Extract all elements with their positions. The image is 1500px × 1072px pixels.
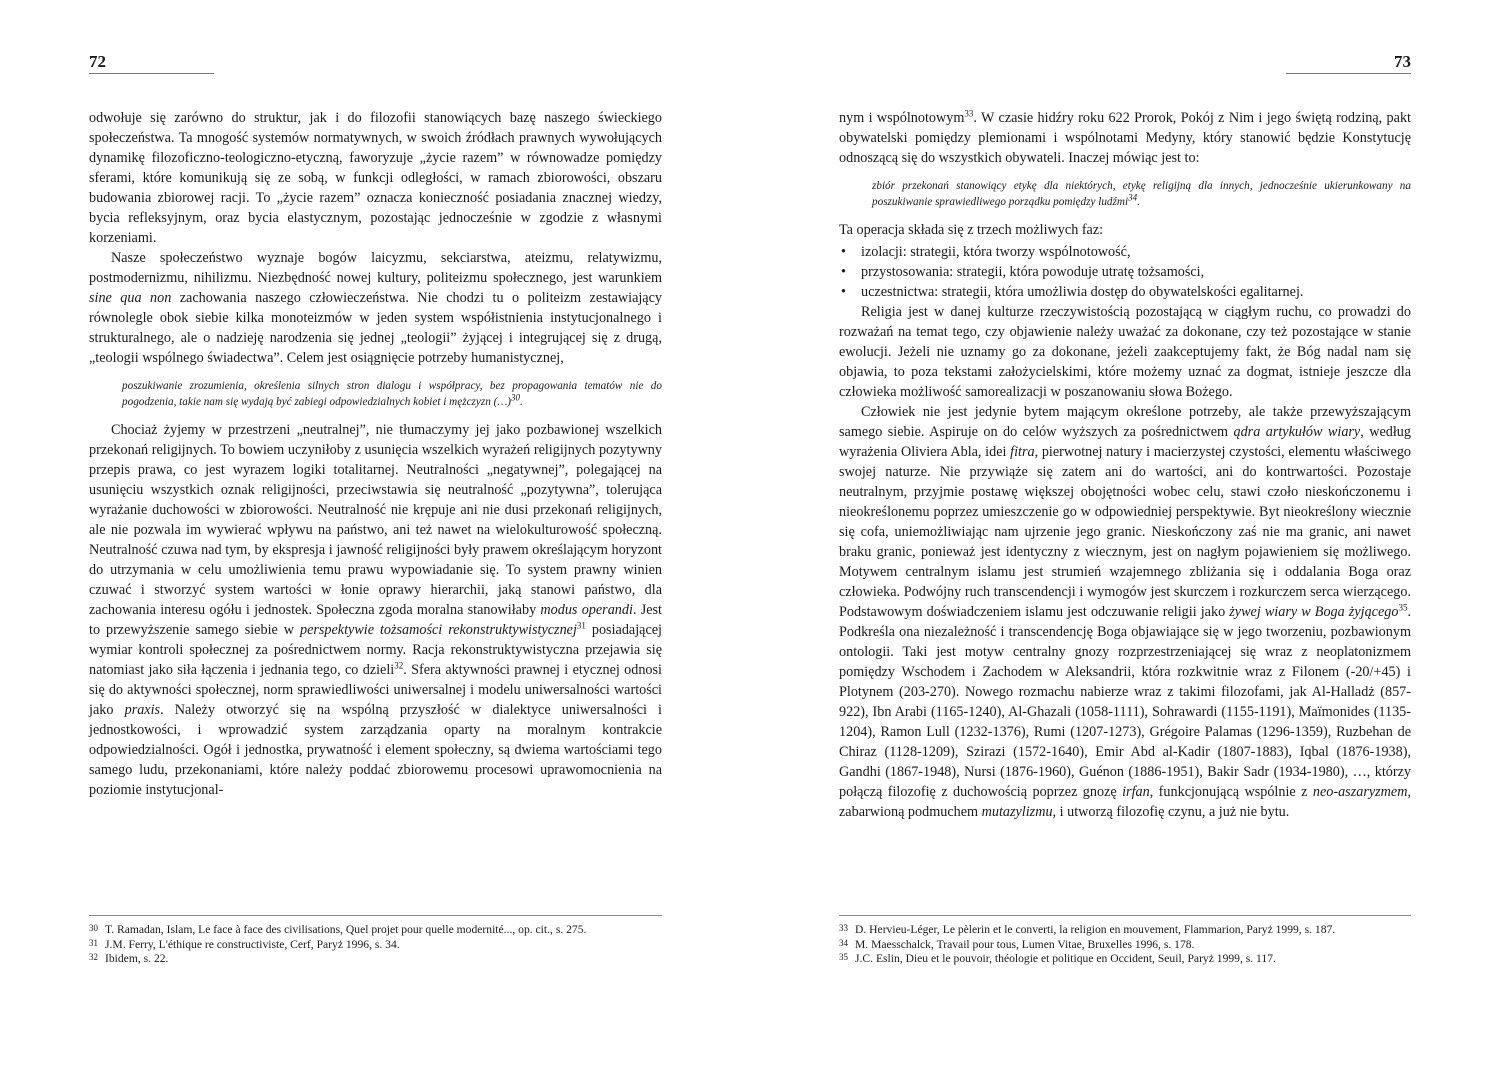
footnote: 32 Ibidem, s. 22. (89, 952, 169, 965)
header-rule (89, 73, 214, 74)
footnote-rule (89, 915, 662, 916)
block-quote: zbiór przekonań stanowiący etykę dla niektórych, etykę religijną dla innych, jednocześnie ukierunkowany na poszukiwanie sprawiedliwego porządku pomiędzy ludźmi$^{34}$. (872, 180, 1411, 208)
paragraph: odwołuje się zarówno do struktur, jak i do filozofii stanowiących bazę naszego świeckiego społeczeństwa. Ta mnogość systemów normatywnych, w swoich źródłach prawnych wywołujących dynamikę filozoficzno-teologiczno-etyczną, faworyzuje „życie razem” w równowadze pomiędzy sferami, które komunikują się ze sobą, w funkcji odległości, w ramach zbiorowości, obszaru budowania zbiorowej racji. To „życie razem” oznacza konieczność posiadania znacznej wiedzy, bycia refleksyjnym, oraz bycia elastycznym, pozostając jednocześnie w zgodzie z własnymi korzeniami. (89, 110, 662, 246)
footnote: 35 J.C. Eslin, Dieu et le pouvoir, théologie et politique en Occident, Seuil, Paryż 1999, s. 117. (839, 952, 1276, 965)
footnote: 33 D. Hervieu-Léger, Le pèlerin et le converti, la religion en mouvement, Flammarion, Paryż 1999, s. 187. (839, 923, 1336, 936)
footnotes (839, 923, 1411, 967)
list-item: • uczestnictwa: strategii, która umożliwia dostęp do obywatelskości egalitarnej. (839, 282, 1411, 302)
paragraph: Ta operacja składa się z trzech możliwych faz: (839, 222, 1104, 238)
page-number: 72 (89, 52, 106, 71)
footnote-rule (839, 915, 1411, 916)
footnote: 30 T. Ramadan, Islam, Le face à face des civilisations, Quel projet pour quelle modernité..., op. cit., s. 275. (89, 923, 587, 936)
footnote: 31 J.M. Ferry, L'éthique re constructiviste, Cerf, Paryż 1996, s. 34. (89, 937, 400, 951)
paragraph: Religia jest w danej kulturze rzeczywistością pozostającą w ciągłym ruchu, co prowadzi do rozważań na temat tego, czy objawienie należy uważać za dokonane, czy też pozostające w stanie ewolucji. Jeżeli nie uznamy go za dokonane, jeżeli zaakceptujemy fakt, że Bóg nadal nam się objawia, to poza tekstami założycielskimi, które możemy uznać za dogmat, istnieje jeszcze dla człowieka możliwość samorealizacji w poszanowaniu słowa Bożego. (839, 304, 1411, 400)
paragraph: Chociaż żyjemy w przestrzeni „neutralnej”, nie tłumaczymy jej jako pozbawionej wszelkich przekonań religijnych. To bowiem uczyniłoby z usunięcia wszelkich wyrażeń religijnych pozytywny przepis prawa, co jest wyrazem logiki totalitarnej. Neutralności „negatywnej”, polegającej na usunięciu wszystkich oznak religijności, przeciwstawia się neutralność „pozytywna”, tolerująca wyrażanie duchowości w zbiorowości. Neutralność nie krępuje ani nie dusi przekonań religijnych, ale nie pozwala im wywierać wpływu na państwo, ani też nawet na wielokulturowość społeczną. Neutralność czuwa nad tym, by ekspresja i jawność religijności były prawem określającym horyzont do utrzymania w celu umożliwienia temu prawu wypowiadanie się. To system prawny winien czuwać i stworzyć system wartości w łonie oprawy hierarchii, jaką stanowi państwo, dla zachowania interesu ogółu i jednostek. Społeczna zgoda moralna stanowiłaby modus operandi. Jest to przewyższenie samego siebie w perspektywie tożsamości rekonstruktywistycznej$^{31}$ posiadającej wymiar kontroli społecznej za pośrednictwem normy. Racja rekonstruktywistyczna przejawia się natomiast jako siła łączenia i jednania tego, co dzieli$^{32}$. Sfera aktywności prawnej i etycznej odnosi się do aktywności społecznej, norm sprawiedliwości uniwersalnej i modelu uniwersalności wartości jako praxis. Należy otworzyć się na wspólną przyszłość w dialektyce uniwersalności i jednostkowości, i wprowadzić system zarządzania oparty na moralnym kontrakcie odpowiedzialności. Ogół i jednostka, prywatność i element społeczny, są dwiema wartościami tego samego ludu, przekonaniami, które należy poddać zbiorowemu procesowi uprawomocnienia na poziomie instytucjonal- (89, 422, 662, 798)
right-page (750, 0, 1500, 1072)
list-item: • izolacji: strategii, która tworzy wspólnotowość, (839, 242, 1411, 262)
footnotes (89, 923, 662, 967)
paragraph: Człowiek nie jest jedynie bytem mającym określone potrzeby, ale także przewyższającym samego siebie. Aspiruje on do celów wyższych za pośrednictwem ądra artykułów wiary, według wyrażenia Oliviera Abla, idei fitra, pierwotnej natury i macierzystej czystości, elementu właściwego swojej naturze. Nie przywiąże się zatem ani do wartości, ani do kontrwartości. Pozostaje neutralnym, przyjmie postawę większej obojętności wobec celu, stawi czoło nieskończonemu i nieokreślonemu poprzez umieszczenie go w odpowiedniej perspektywie. Byt nieokreślony wiecznie się cofa, uniemożliwiając nam ujrzenie jego granic. Nieskończony zaś nie ma granic, ani nawet braku granic, ponieważ jest identyczny z wiecznym, jest on nagłym pojawieniem się możliwego. Motywem centralnym islamu jest strumień wzajemnego zbliżania się i oddalania Boga oraz człowieka. Podwójny ruch transcendencji i wymogów jest skurczem i rozkurczem serca wierzącego. Podstawowym doświadczeniem islamu jest odczuwanie religii jako żywej wiary w Boga żyjącego$^{35}$. Podkreśla ona niezależność i transcendencję Boga objawiające się w jego tworzeniu, pozbawionym ontologii. Taki jest motyw centralny gnozy rozprzestrzeniającej się wraz z neoplatonizmem pomiędzy Wschodem i Zachodem w Aleksandrii, która rozkwitnie wraz z Filonem (-20/+45) i Plotynem (203-270). Nowego rozmachu nabierze wraz z takimi filozofami, jak Al-Halladż (857-922), Ibn Arabi (1165-1240), Al-Ghazali (1058-1111), Sohrawardi (1155-1191), Maïmonides (1135-1204), Ramon Lull (1232-1376), Rumi (1207-1273), Grégoire Palamas (1296-1359), Ruzbehan de Chiraz (1128-1209), Szirazi (1572-1640), Emir Abd al-Kadir (1807-1883), Iqbal (1876-1938), Gandhi (1867-1948), Nursi (1876-1960), Guénon (1886-1951), Bakir Sadr (1934-1980), …, którzy połączą filozofię z duchowością poprzez gnozę irfan, funkcjonującą wspólnie z neo-aszaryzmem, zabarwioną podmuchem mutazylizmu, i utworzą filozofię czynu, a już nie bytu. (839, 404, 1412, 820)
footnote: 34 M. Maesschalck, Travail pour tous, Lumen Vitae, Bruxelles 1996, s. 178. (839, 937, 1195, 951)
block-quote: poszukiwanie zrozumienia, określenia silnych stron dialogu i współpracy, bez propagowania tematów nie do pogodzenia, takie nam się wydają być zabiegi odpowiedzialnych kobiet i mężczyzn (…)$^{30}$. (122, 380, 662, 408)
body-text (89, 108, 662, 800)
header-rule (1286, 73, 1411, 74)
paragraph: Nasze społeczeństwo wyznaje bogów laicyzmu, sekciarstwa, ateizmu, relatywizmu, postmodernizmu, nihilizmu. Niezbędność nowej kultury, politeizmu społecznego, jest warunkiem sine qua non zachowania naszego człowieczeństwa. Nie chodzi tu o politeizm zestawiający równolegle obok siebie kilka monoteizmów w jeden system współistnienia instytucjonalnego i strukturalnego, ale o nadzieję narodzenia się jednej „teologii” żyjącej i integrującej się z drugą, „teologii wspólnego świadectwa”. Celem jest osiągnięcie potrzeby humanistycznej, (89, 250, 662, 366)
list-item: • przystosowania: strategii, która powoduje utratę tożsamości, (839, 262, 1411, 282)
paragraph: nym i wspólnotowym$^{33}$. W czasie hidźry roku 622 Prorok, Pokój z Nim i jego świętą rodziną, pakt obywatelski pomiędzy plemionami i wspólnotami Medyny, który stanowić będzie Konstytucję odnoszącą się do wszystkich obywateli. Inaczej mówiąc jest to: (839, 108, 1411, 166)
body-text (839, 108, 1411, 822)
phase-list (839, 242, 1411, 302)
page-number: 73 (1394, 52, 1411, 71)
